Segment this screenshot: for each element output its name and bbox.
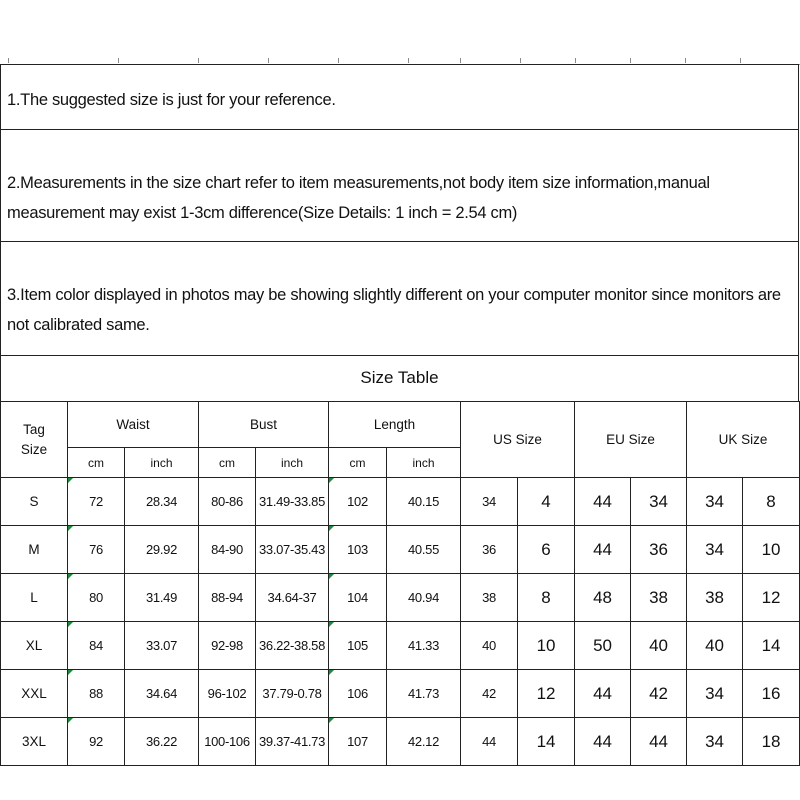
uk-size-cell-a [687, 478, 743, 526]
tag-cell-value: XL [25, 638, 43, 653]
us-size-cell-b-value: 12 [536, 683, 556, 703]
bust-inch-cell [256, 478, 329, 526]
waist-inch-cell [125, 478, 199, 526]
eu-size-cell-b [631, 526, 687, 574]
uk-size-cell-a-value: 34 [705, 491, 724, 511]
eu-size-cell-a [575, 574, 631, 622]
table-row [1, 718, 800, 766]
eu-size-cell-a-value: 48 [593, 587, 612, 607]
cell-marker-icon [68, 622, 73, 627]
eu-size-cell-b-value: 34 [649, 491, 668, 511]
bust-inch-cell-value: 39.37-41.73 [258, 734, 326, 749]
eu-size-cell-b-value: 44 [649, 731, 668, 751]
header-tag-sub: Size [20, 441, 48, 457]
waist-cm-cell [68, 478, 125, 526]
size-table [0, 401, 800, 766]
uk-size-cell-b [743, 670, 800, 718]
cell-marker-icon [329, 478, 334, 483]
length-inch-cell-value: 41.33 [408, 638, 440, 653]
us-size-cell-b [518, 574, 575, 622]
waist-cm-cell [68, 670, 125, 718]
waist-inch-cell [125, 574, 199, 622]
tag-cell [1, 622, 68, 670]
uk-size-cell-a-value: 40 [705, 635, 724, 655]
bust-cm-cell-value: 92-98 [211, 638, 243, 653]
us-size-cell-b-value: 4 [541, 491, 551, 511]
length-cm-cell [329, 670, 387, 718]
uk-size-cell-a [687, 670, 743, 718]
tag-cell [1, 574, 68, 622]
eu-size-cell-a [575, 670, 631, 718]
length-cm-cell [329, 622, 387, 670]
tag-cell [1, 478, 68, 526]
cell-marker-icon [68, 526, 73, 531]
header-uk-size: UK Size [687, 402, 800, 478]
eu-size-cell-b-value: 42 [649, 683, 668, 703]
bust-inch-cell [256, 526, 329, 574]
eu-size-cell-b [631, 622, 687, 670]
uk-size-cell-a [687, 526, 743, 574]
size-table-body [1, 478, 800, 766]
header-tag-size [1, 402, 68, 478]
length-inch-cell [387, 622, 461, 670]
length-inch-cell-value: 40.15 [408, 494, 440, 509]
eu-size-cell-b [631, 670, 687, 718]
eu-size-cell-a [575, 718, 631, 766]
uk-size-cell-a [687, 718, 743, 766]
cell-marker-icon [329, 670, 334, 675]
bust-inch-cell-value: 31.49-33.85 [258, 494, 326, 509]
length-inch-cell [387, 670, 461, 718]
uk-size-cell-b [743, 718, 800, 766]
bust-cm-cell-value: 88-94 [211, 590, 243, 605]
uk-size-cell-a-value: 34 [705, 539, 724, 559]
bust-inch-cell-value: 37.79-0.78 [262, 686, 322, 701]
header-waist-cm: cm [68, 448, 125, 478]
us-size-cell-a [461, 478, 518, 526]
length-inch-cell-value: 42.12 [408, 734, 440, 749]
length-cm-cell-value: 107 [347, 734, 368, 749]
cell-marker-icon [68, 670, 73, 675]
eu-size-cell-a-value: 44 [593, 683, 612, 703]
eu-size-cell-a-value: 44 [593, 731, 612, 751]
length-inch-cell [387, 526, 461, 574]
eu-size-cell-a [575, 622, 631, 670]
tag-cell-value: XXL [21, 686, 47, 701]
bust-inch-cell [256, 574, 329, 622]
length-cm-cell-value: 105 [347, 638, 368, 653]
waist-cm-cell-value: 88 [89, 686, 103, 701]
eu-size-cell-a [575, 526, 631, 574]
waist-cm-cell-value: 92 [89, 734, 103, 749]
bust-cm-cell [199, 574, 256, 622]
waist-cm-cell-value: 72 [89, 494, 103, 509]
us-size-cell-a-value: 42 [482, 686, 496, 701]
table-row [1, 622, 800, 670]
uk-size-cell-b [743, 622, 800, 670]
bust-inch-cell [256, 622, 329, 670]
header-length-cm: cm [329, 448, 387, 478]
note-measurements [0, 130, 799, 242]
header-bust: Bust [199, 402, 329, 448]
table-row [1, 526, 800, 574]
header-us-size: US Size [461, 402, 575, 478]
waist-inch-cell [125, 670, 199, 718]
tag-cell-value: 3XL [21, 734, 47, 749]
length-inch-cell [387, 478, 461, 526]
us-size-cell-a [461, 718, 518, 766]
bust-cm-cell-value: 100-106 [204, 734, 250, 749]
tag-cell [1, 670, 68, 718]
length-cm-cell-value: 106 [347, 686, 368, 701]
waist-inch-cell-value: 31.49 [145, 590, 178, 605]
uk-size-cell-b [743, 526, 800, 574]
waist-cm-cell [68, 718, 125, 766]
uk-size-cell-a-value: 34 [705, 731, 724, 751]
uk-size-cell-a-value: 34 [705, 683, 724, 703]
size-table-title-text: Size Table [360, 368, 439, 387]
length-cm-cell [329, 478, 387, 526]
waist-inch-cell-value: 29.92 [145, 542, 178, 557]
us-size-cell-a [461, 670, 518, 718]
us-size-cell-a-value: 40 [482, 638, 496, 653]
uk-size-cell-b-value: 10 [761, 539, 781, 559]
uk-size-cell-b-value: 12 [761, 587, 781, 607]
table-row [1, 574, 800, 622]
us-size-cell-b [518, 670, 575, 718]
bust-cm-cell [199, 478, 256, 526]
bust-inch-cell [256, 718, 329, 766]
length-inch-cell-value: 41.73 [408, 686, 440, 701]
us-size-cell-b [518, 622, 575, 670]
us-size-cell-b [518, 478, 575, 526]
bust-cm-cell [199, 622, 256, 670]
tag-cell-value: M [28, 542, 40, 557]
bust-cm-cell [199, 526, 256, 574]
eu-size-cell-b-value: 36 [649, 539, 668, 559]
header-bust-cm: cm [199, 448, 256, 478]
us-size-cell-b-value: 14 [536, 731, 556, 751]
uk-size-cell-a-value: 38 [705, 587, 724, 607]
us-size-cell-b [518, 718, 575, 766]
waist-inch-cell [125, 622, 199, 670]
note-color-text: 3.Item color displayed in photos may be showing slightly different on your computer monitor since monitors are not calibrated same. [7, 286, 781, 334]
bust-cm-cell [199, 670, 256, 718]
cell-marker-icon [329, 718, 334, 723]
cell-marker-icon [68, 574, 73, 579]
length-cm-cell [329, 718, 387, 766]
us-size-cell-a-value: 34 [482, 494, 496, 509]
uk-size-cell-b [743, 478, 800, 526]
tag-cell [1, 718, 68, 766]
bust-cm-cell [199, 718, 256, 766]
waist-inch-cell-value: 34.64 [145, 686, 178, 701]
eu-size-cell-a-value: 44 [593, 491, 612, 511]
header-tag: Tag [23, 421, 45, 437]
cell-marker-icon [329, 574, 334, 579]
waist-inch-cell [125, 718, 199, 766]
waist-inch-cell [125, 526, 199, 574]
uk-size-cell-a [687, 622, 743, 670]
waist-inch-cell-value: 28.34 [145, 494, 178, 509]
length-cm-cell-value: 102 [347, 494, 368, 509]
us-size-cell-b-value: 10 [536, 635, 556, 655]
us-size-cell-a-value: 38 [482, 590, 496, 605]
us-size-cell-a-value: 44 [482, 734, 496, 749]
length-cm-cell-value: 104 [347, 590, 368, 605]
waist-cm-cell-value: 84 [89, 638, 103, 653]
eu-size-cell-b [631, 478, 687, 526]
uk-size-cell-b [743, 574, 800, 622]
length-cm-cell [329, 574, 387, 622]
note-measurements-text: 2.Measurements in the size chart refer to item measurements,not body item size information,manual measurement may exist 1-3cm difference(Size Details: 1 inch = 2.54 cm) [7, 174, 710, 222]
waist-inch-cell-value: 33.07 [145, 638, 178, 653]
us-size-cell-b-value: 6 [541, 539, 551, 559]
us-size-cell-b [518, 526, 575, 574]
note-reference [0, 64, 799, 130]
length-cm-cell-value: 103 [347, 542, 368, 557]
eu-size-cell-a-value: 50 [593, 635, 612, 655]
header-waist: Waist [68, 402, 199, 448]
us-size-cell-a [461, 526, 518, 574]
eu-size-cell-a-value: 44 [593, 539, 612, 559]
tag-cell-value: L [30, 590, 38, 605]
waist-cm-cell-value: 80 [89, 590, 103, 605]
uk-size-cell-b-value: 18 [761, 731, 781, 751]
note-reference-text: 1.The suggested size is just for your reference. [7, 91, 336, 109]
header-length-inch: inch [387, 448, 461, 478]
cell-marker-icon [329, 622, 334, 627]
header-bust-inch: inch [256, 448, 329, 478]
cell-marker-icon [68, 478, 73, 483]
bust-inch-cell-value: 34.64-37 [267, 590, 317, 605]
us-size-cell-a [461, 574, 518, 622]
bust-cm-cell-value: 96-102 [207, 686, 247, 701]
bust-cm-cell-value: 84-90 [211, 542, 243, 557]
header-row-main [1, 402, 800, 448]
tag-cell [1, 526, 68, 574]
header-length: Length [329, 402, 461, 448]
length-inch-cell-value: 40.55 [408, 542, 440, 557]
header-eu-size: EU Size [575, 402, 687, 478]
eu-size-cell-b [631, 718, 687, 766]
length-inch-cell [387, 574, 461, 622]
waist-cm-cell [68, 526, 125, 574]
bust-inch-cell-value: 36.22-38.58 [258, 638, 326, 653]
us-size-cell-b-value: 8 [541, 587, 551, 607]
us-size-cell-a-value: 36 [482, 542, 496, 557]
table-row [1, 670, 800, 718]
length-inch-cell-value: 40.94 [408, 590, 440, 605]
us-size-cell-a [461, 622, 518, 670]
eu-size-cell-b-value: 38 [649, 587, 668, 607]
uk-size-cell-b-value: 14 [761, 635, 781, 655]
cell-marker-icon [329, 526, 334, 531]
bust-inch-cell-value: 33.07-35.43 [258, 542, 326, 557]
eu-size-cell-a [575, 478, 631, 526]
length-cm-cell [329, 526, 387, 574]
size-table-title [0, 356, 799, 402]
uk-size-cell-b-value: 16 [761, 683, 781, 703]
waist-inch-cell-value: 36.22 [145, 734, 178, 749]
waist-cm-cell [68, 622, 125, 670]
tag-cell-value: S [29, 494, 39, 509]
uk-size-cell-b-value: 8 [766, 491, 776, 511]
header-waist-inch: inch [125, 448, 199, 478]
waist-cm-cell-value: 76 [89, 542, 103, 557]
eu-size-cell-b-value: 40 [649, 635, 668, 655]
eu-size-cell-b [631, 574, 687, 622]
cell-marker-icon [68, 718, 73, 723]
uk-size-cell-a [687, 574, 743, 622]
bust-inch-cell [256, 670, 329, 718]
table-row [1, 478, 800, 526]
waist-cm-cell [68, 574, 125, 622]
bust-cm-cell-value: 80-86 [211, 494, 243, 509]
length-inch-cell [387, 718, 461, 766]
note-color [0, 242, 799, 356]
